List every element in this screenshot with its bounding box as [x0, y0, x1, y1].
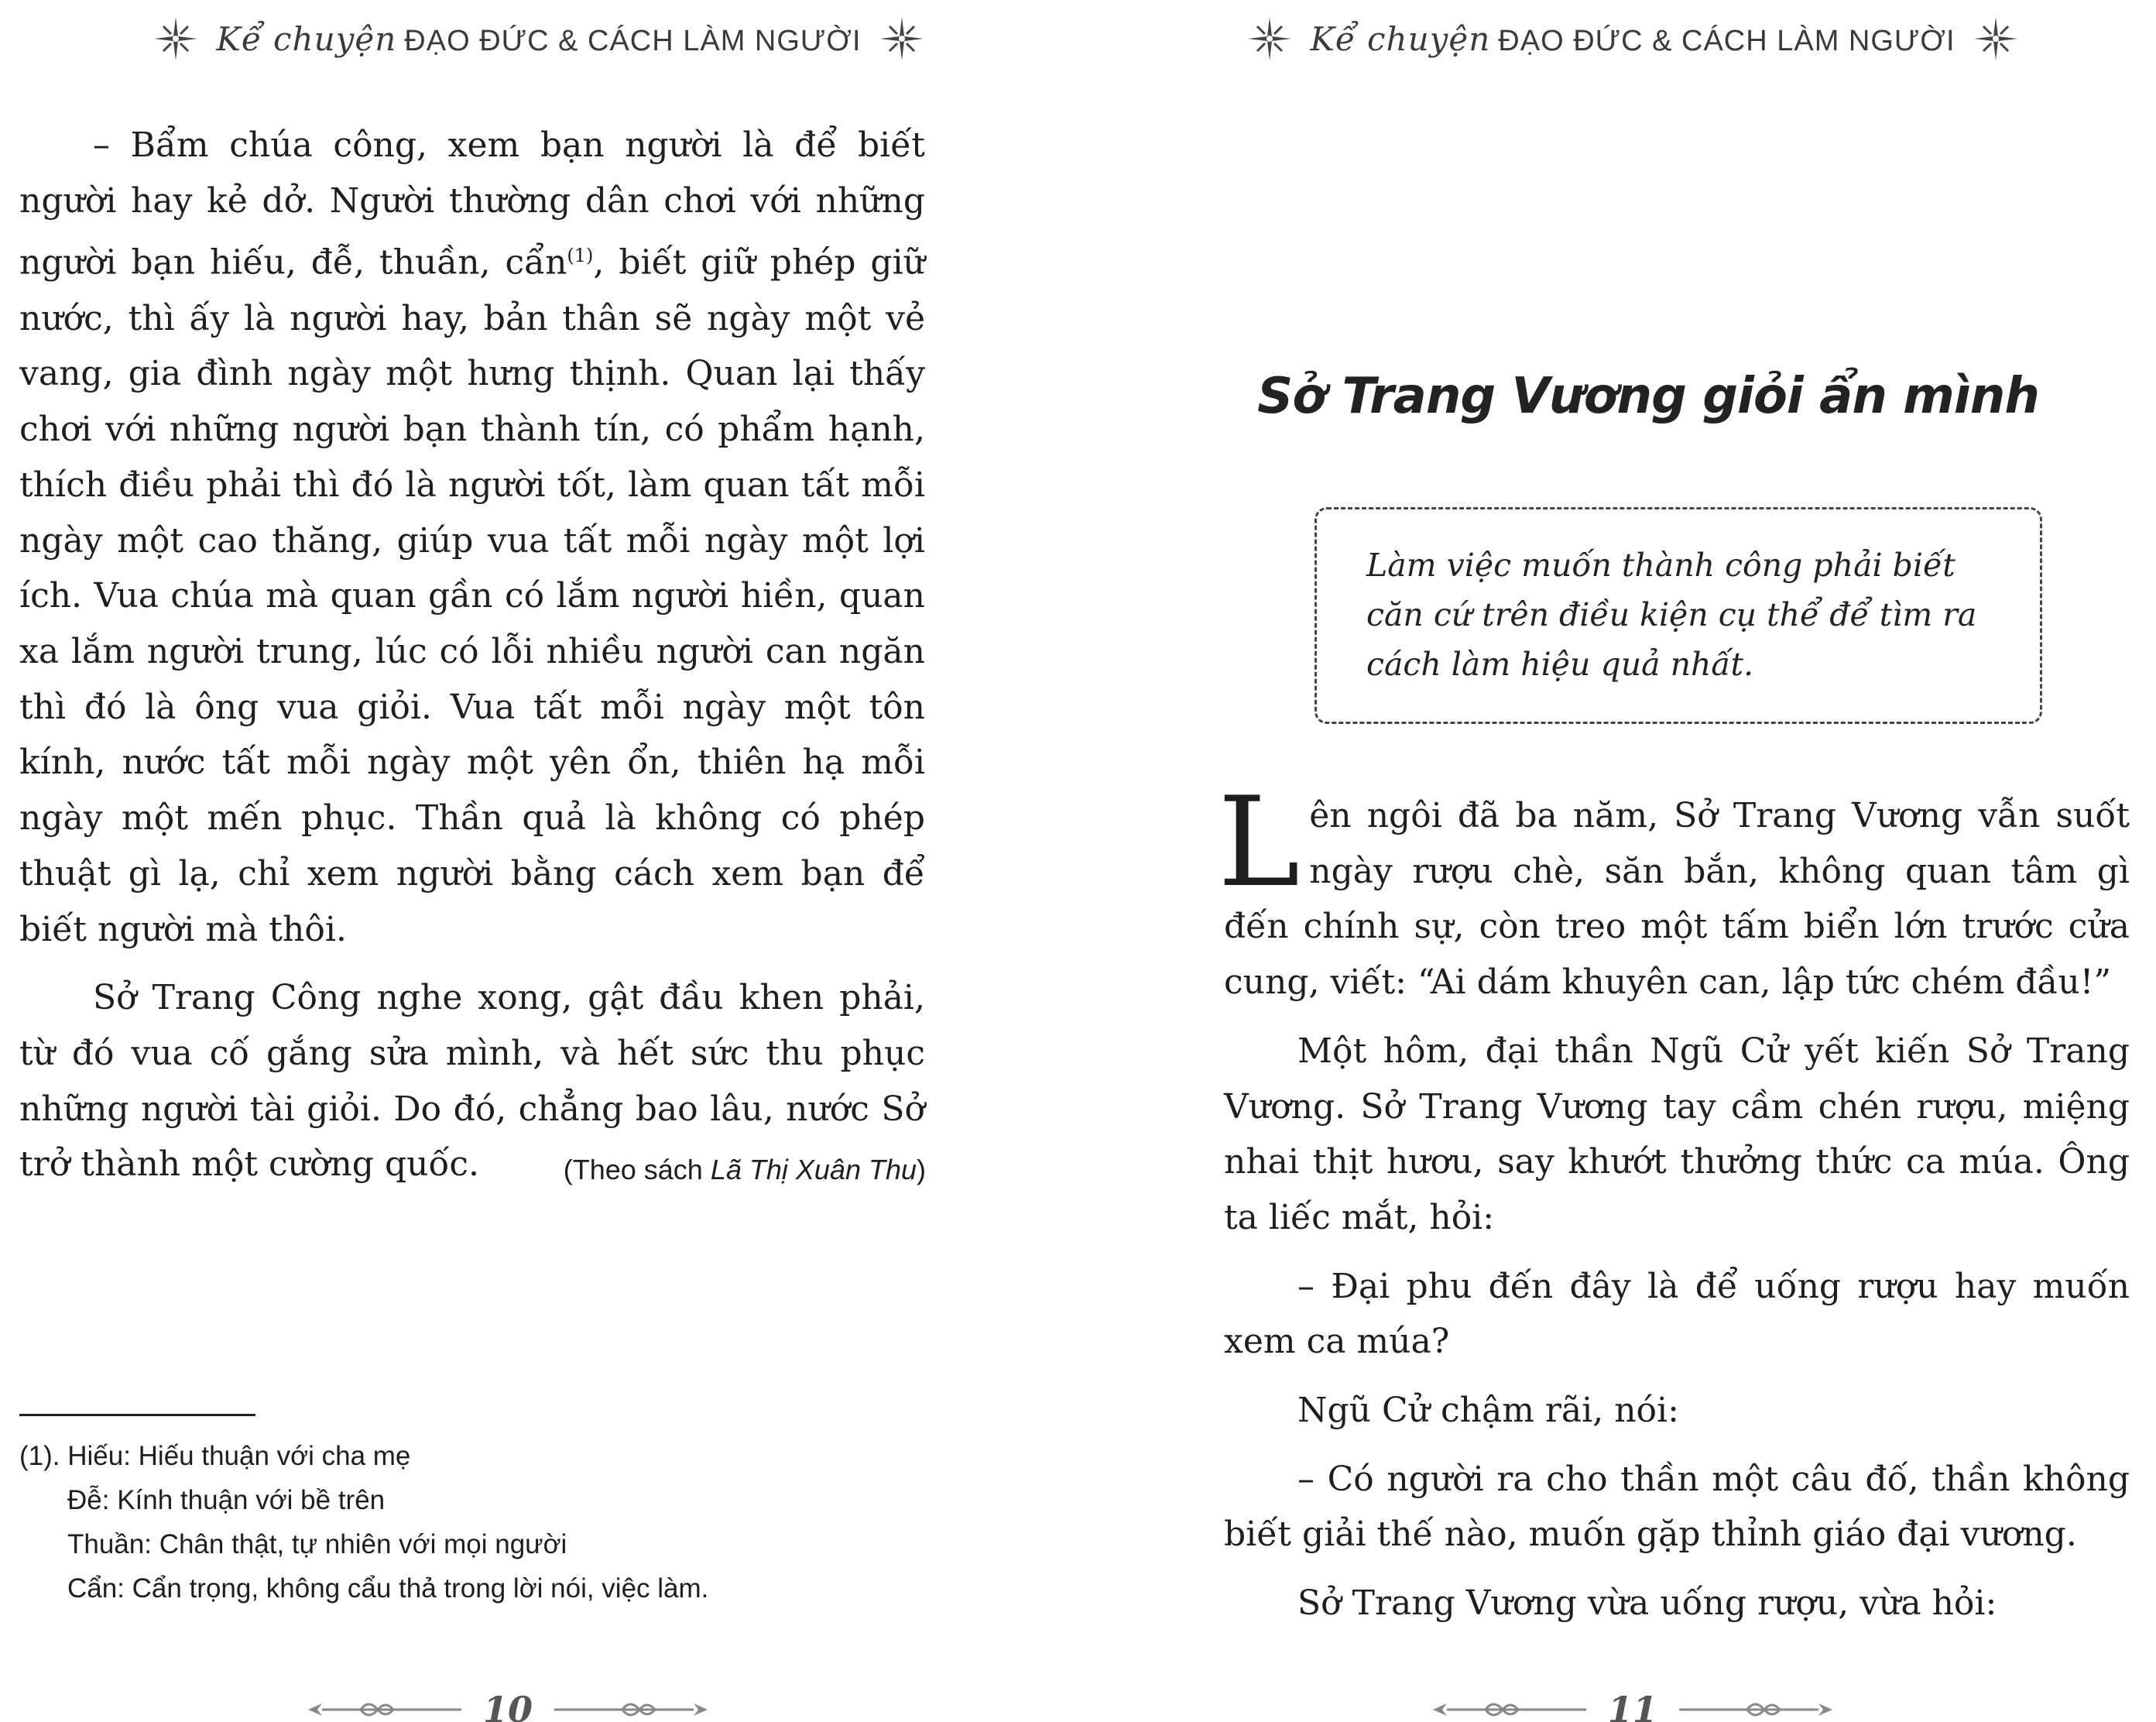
page-number: 11	[1607, 1689, 1657, 1722]
running-header	[0, 8, 1078, 70]
source-book-title: Lã Thị Xuân Thu	[710, 1154, 917, 1185]
ornament-icon	[1973, 15, 2019, 62]
flourish-left-icon	[1431, 1694, 1594, 1722]
paragraph-text: , biết giữ phép giữ nước, thì ấy là người hay, bản thân sẽ ngày một vẻ vang, gia đình ngày một hưng thịnh. Quan lại thấy chơi với những người bạn thành tín, có phẩm hạnh, thích điều phải thì đó là người tốt, làm quan tất mỗi ngày một cao thăng, giúp vua tất mỗi ngày một lợi ích. Vua chúa mà quan gần có lắm người hiền, quan xa lắm người trung, lúc có lỗi nhiều người can ngăn thì đó là ông vua giỏi. Vua tất mỗi ngày một tôn kính, nước tất mỗi ngày một yên ổn, thiên hạ mỗi ngày một mến phục. Thần quả là không có phép thuật gì lạ, chỉ xem người bằng cách xem bạn để biết người mà thôi.	[19, 243, 925, 949]
flourish-right-icon	[1671, 1694, 1834, 1722]
page-footer	[0, 1686, 1047, 1722]
paragraph-text: – Bẩm chúa công, xem bạn người là để biết người hay kẻ dở. Người thường dân chơi với những người bạn hiếu, đễ, thuần, cẩn	[19, 125, 925, 283]
ornament-icon	[1246, 15, 1293, 62]
paragraph	[1218, 770, 2130, 1010]
paragraph	[19, 118, 925, 957]
left-body-text	[19, 118, 925, 1192]
moral-quote: Làm việc muốn thành công phải biết căn cứ trên điều kiện cụ thể để tìm ra cách làm hiệu quả nhất.	[1366, 547, 1977, 683]
page-number: 10	[482, 1689, 533, 1722]
source-suffix: )	[917, 1154, 926, 1185]
ornament-icon	[879, 15, 925, 62]
paragraph: Ngũ Cử chậm rãi, nói:	[1297, 1391, 1679, 1431]
paragraph: Một hôm, đại thần Ngũ Cử yết kiến Sở Trang Vương. Sở Trang Vương tay cầm chén rượu, miệng nhai thịt hươu, say khướt thưởng thức ca múa. Ông ta liếc mắt, hỏi:	[1224, 1031, 2130, 1237]
running-header	[1078, 8, 2156, 70]
footnote-line: Đễ: Kính thuận với bề trên	[67, 1485, 386, 1515]
flourish-left-icon	[307, 1694, 469, 1722]
drop-cap: L	[1218, 770, 1301, 914]
right-body-text	[1218, 770, 2130, 1631]
footnote-marker: (1)	[567, 245, 594, 267]
header-book-title: ĐẠO ĐỨC & CÁCH LÀM NGƯỜI	[1498, 24, 1955, 57]
header-series-label: Kể chuyện	[216, 19, 397, 58]
paragraph: – Có người ra cho thần một câu đố, thần không biết giải thế nào, muốn gặp thỉnh giáo đại vương.	[1224, 1459, 2130, 1555]
footnote-line: Cẩn: Cẩn trọng, không cẩu thả trong lời nói, việc làm.	[67, 1573, 709, 1604]
paragraph: Sở Trang Công nghe xong, gật đầu khen phải, từ đó vua cố gắng sửa mình, và hết sức thu phục những người tài giỏi. Do đó, chẳng bao lâu, nước Sở trở thành một cường quốc.	[19, 978, 925, 1185]
header-book-title: ĐẠO ĐỨC & CÁCH LÀM NGƯỜI	[404, 24, 862, 57]
right-page	[1078, 0, 2156, 1722]
page-footer	[1094, 1686, 2156, 1722]
header-series-label: Kể chuyện	[1310, 19, 1491, 58]
footnote-line: (1). Hiếu: Hiếu thuận với cha mẹ	[19, 1441, 411, 1471]
story-title: Sở Trang Vương giỏi ẩn mình	[1257, 368, 2039, 425]
source-citation	[564, 1154, 926, 1186]
source-prefix: (Theo sách	[563, 1154, 711, 1185]
flourish-right-icon	[547, 1694, 709, 1722]
ornament-icon	[153, 15, 199, 62]
paragraph-text: ên ngôi đã ba năm, Sở Trang Vương vẫn suốt ngày rượu chè, săn bắn, không quan tâm gì đến chính sự, còn treo một tấm biển lớn trước cửa cung, viết: “Ai dám khuyên can, lập tức chém đầu!”	[1224, 796, 2130, 1003]
paragraph: Sở Trang Vương vừa uống rượu, vừa hỏi:	[1297, 1583, 1997, 1624]
footnote-line: Thuần: Chân thật, tự nhiên với mọi người	[67, 1529, 567, 1559]
moral-quote-box	[1315, 507, 2042, 724]
footnotes	[19, 1434, 708, 1611]
paragraph: – Đại phu đến đây là để uống rượu hay muốn xem ca múa?	[1224, 1266, 2130, 1362]
footnote-divider	[19, 1414, 255, 1416]
